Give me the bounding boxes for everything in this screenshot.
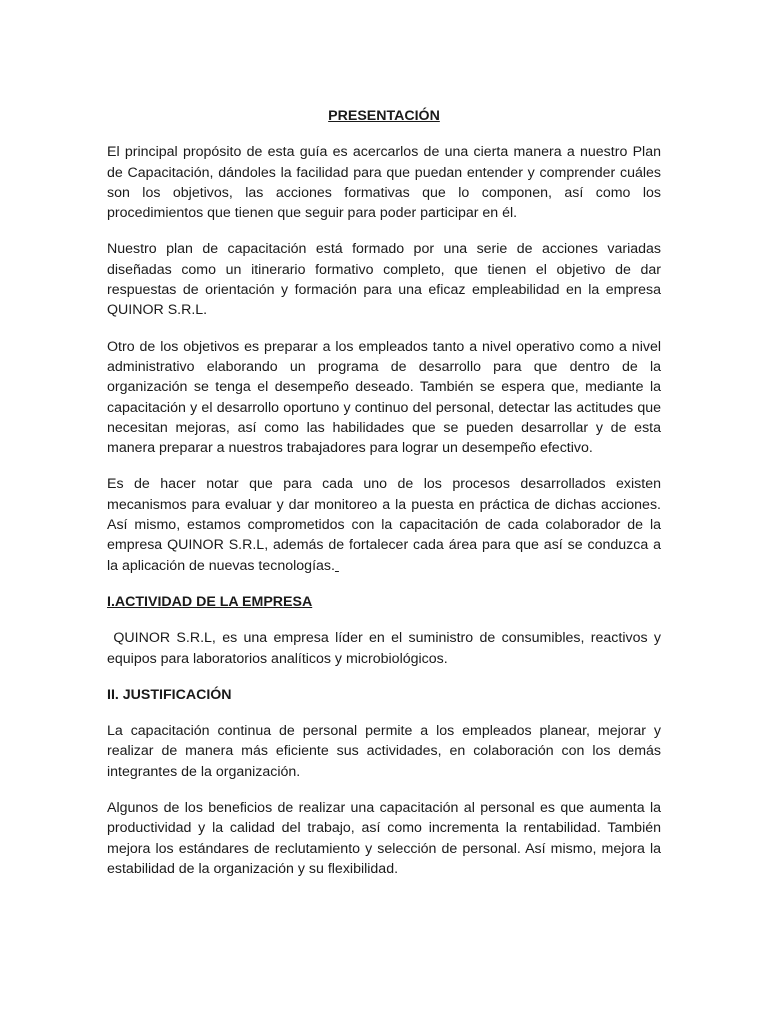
document-page [107,106,665,895]
trailing-underline [335,558,339,574]
section-actividad-paragraph: QUINOR S.R.L, es una empresa líder en el suministro de consumibles, reactivos y equipos para laboratorios analíticos y microbiológicos. [107,630,665,667]
section-heading-justificacion: II. JUSTIFICACIÓN [107,686,232,703]
justificacion-paragraph-2: Algunos de los beneficios de realizar una capacitación al personal es que aumenta la productividad y la calidad del trabajo, así como incrementa la rentabilidad. También mejora los estándares de reclutamiento y selección de personal. Así mismo, mejora la estabilidad de la organización y su flexibilidad. [107,800,661,877]
intro-paragraph-3: Otro de los objetivos es preparar a los empleados tanto a nivel operativo como a nivel administrativo elaborando un programa de desarrollo para que dentro de la organización se tenga el desempeño deseado. También se espera que, mediante la capacitación y el desarrollo oportuno y continuo del personal, detectar las actitudes que necesitan mejoras, así como las habilidades que se pueden desarrollar y de esta manera preparar a nuestros trabajadores para lograr un desempeño efectivo. [107,338,661,457]
page-title: PRESENTACIÓN [328,108,440,124]
intro-paragraph-4-text: Es de hacer notar que para cada uno de los procesos desarrollados existen mecanismos para evaluar y dar monitoreo a la puesta en práctica de dichas acciones. Así mismo, estamos comprometidos con la capacitación de cada colaborador de la empresa QUINOR S.R.L, además de fortalecer cada área para que así se conduzca a la aplicación de nuevas tecnologías. [107,476,661,574]
intro-paragraph-4 [107,474,661,575]
intro-paragraph-1: El principal propósito de esta guía es acercarlos de una cierta manera a nuestro Plan de Capacitación, dándoles la facilidad para que puedan entender y comprender cuáles son los objetivos, las acciones formativas que lo componen, así como los procedimientos que tienen que seguir para poder participar en él. [107,144,661,222]
section-heading-actividad: I.ACTIVIDAD DE LA EMPRESA [107,593,313,610]
justificacion-paragraph-1: La capacitación continua de personal permite a los empleados planear, mejorar y realizar de manera más eficiente sus actividades, en colaboración con los demás integrantes de la organización. [107,723,661,780]
intro-paragraph-2: Nuestro plan de capacitación está formado por una serie de acciones variadas diseñadas como un itinerario formativo completo, que tienen el objetivo de dar respuestas de orientación y formación para una eficaz empleabilidad en la empresa QUINOR S.R.L. [107,241,661,319]
